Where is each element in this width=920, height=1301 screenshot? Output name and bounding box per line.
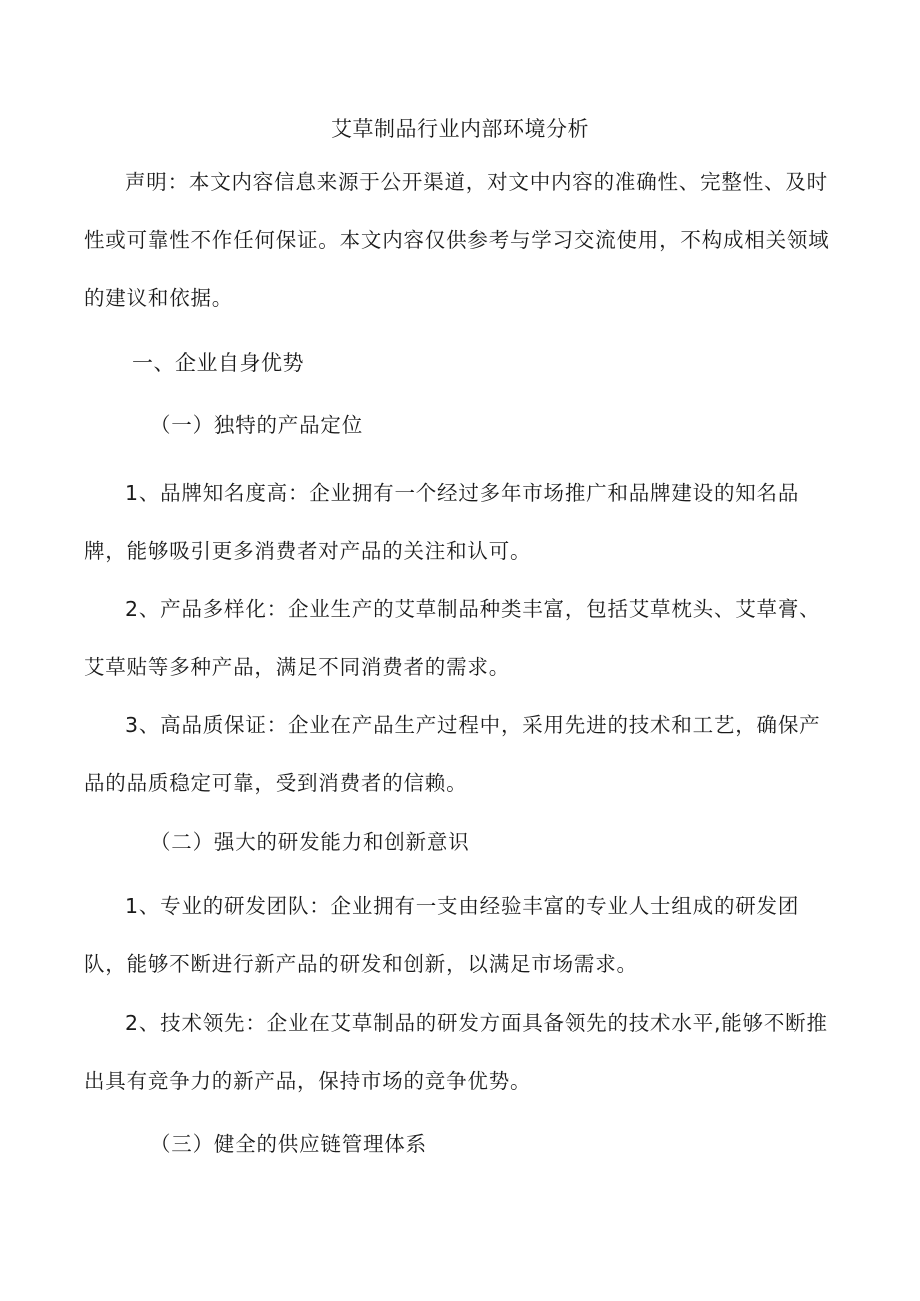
paragraph-quality-assurance: 3、高品质保证：企业在产品生产过程中，采用先进的技术和工艺，确保产品的品质稳定可靠，受到消费者的信赖。 [84, 713, 821, 795]
section-heading-enterprise-advantages: 一、企业自身优势 [132, 351, 304, 375]
paragraph-product-diversity: 2、产品多样化：企业生产的艾草制品种类丰富，包括艾草枕头、艾草膏、艾草贴等多种产品，满足不同消费者的需求。 [84, 597, 821, 679]
paragraph-rd-team: 1、专业的研发团队：企业拥有一支由经验丰富的专业人士组成的研发团队，能够不断进行新产品的研发和创新，以满足市场需求。 [84, 894, 800, 976]
disclaimer-paragraph: 声明：本文内容信息来源于公开渠道，对文中内容的准确性、完整性、及时性或可靠性不作任何保证。本文内容仅供参考与学习交流使用，不构成相关领域的建议和依据。 [84, 170, 830, 310]
document-title: 艾草制品行业内部环境分析 [331, 117, 589, 141]
paragraph-brand-awareness: 1、品牌知名度高：企业拥有一个经过多年市场推广和品牌建设的知名品牌，能够吸引更多消费者对产品的关注和认可。 [84, 481, 800, 563]
subsection-heading-product-positioning: （一）独特的产品定位 [150, 413, 363, 437]
subsection-heading-rd-capability: （二）强大的研发能力和创新意识 [150, 830, 470, 854]
paragraph-tech-leadership: 2、技术领先：企业在艾草制品的研发方面具备领先的技术水平,能够不断推出具有竞争力的新产品，保持市场的竞争优势。 [84, 1011, 828, 1093]
subsection-heading-supply-chain: （三）健全的供应链管理体系 [150, 1132, 427, 1156]
